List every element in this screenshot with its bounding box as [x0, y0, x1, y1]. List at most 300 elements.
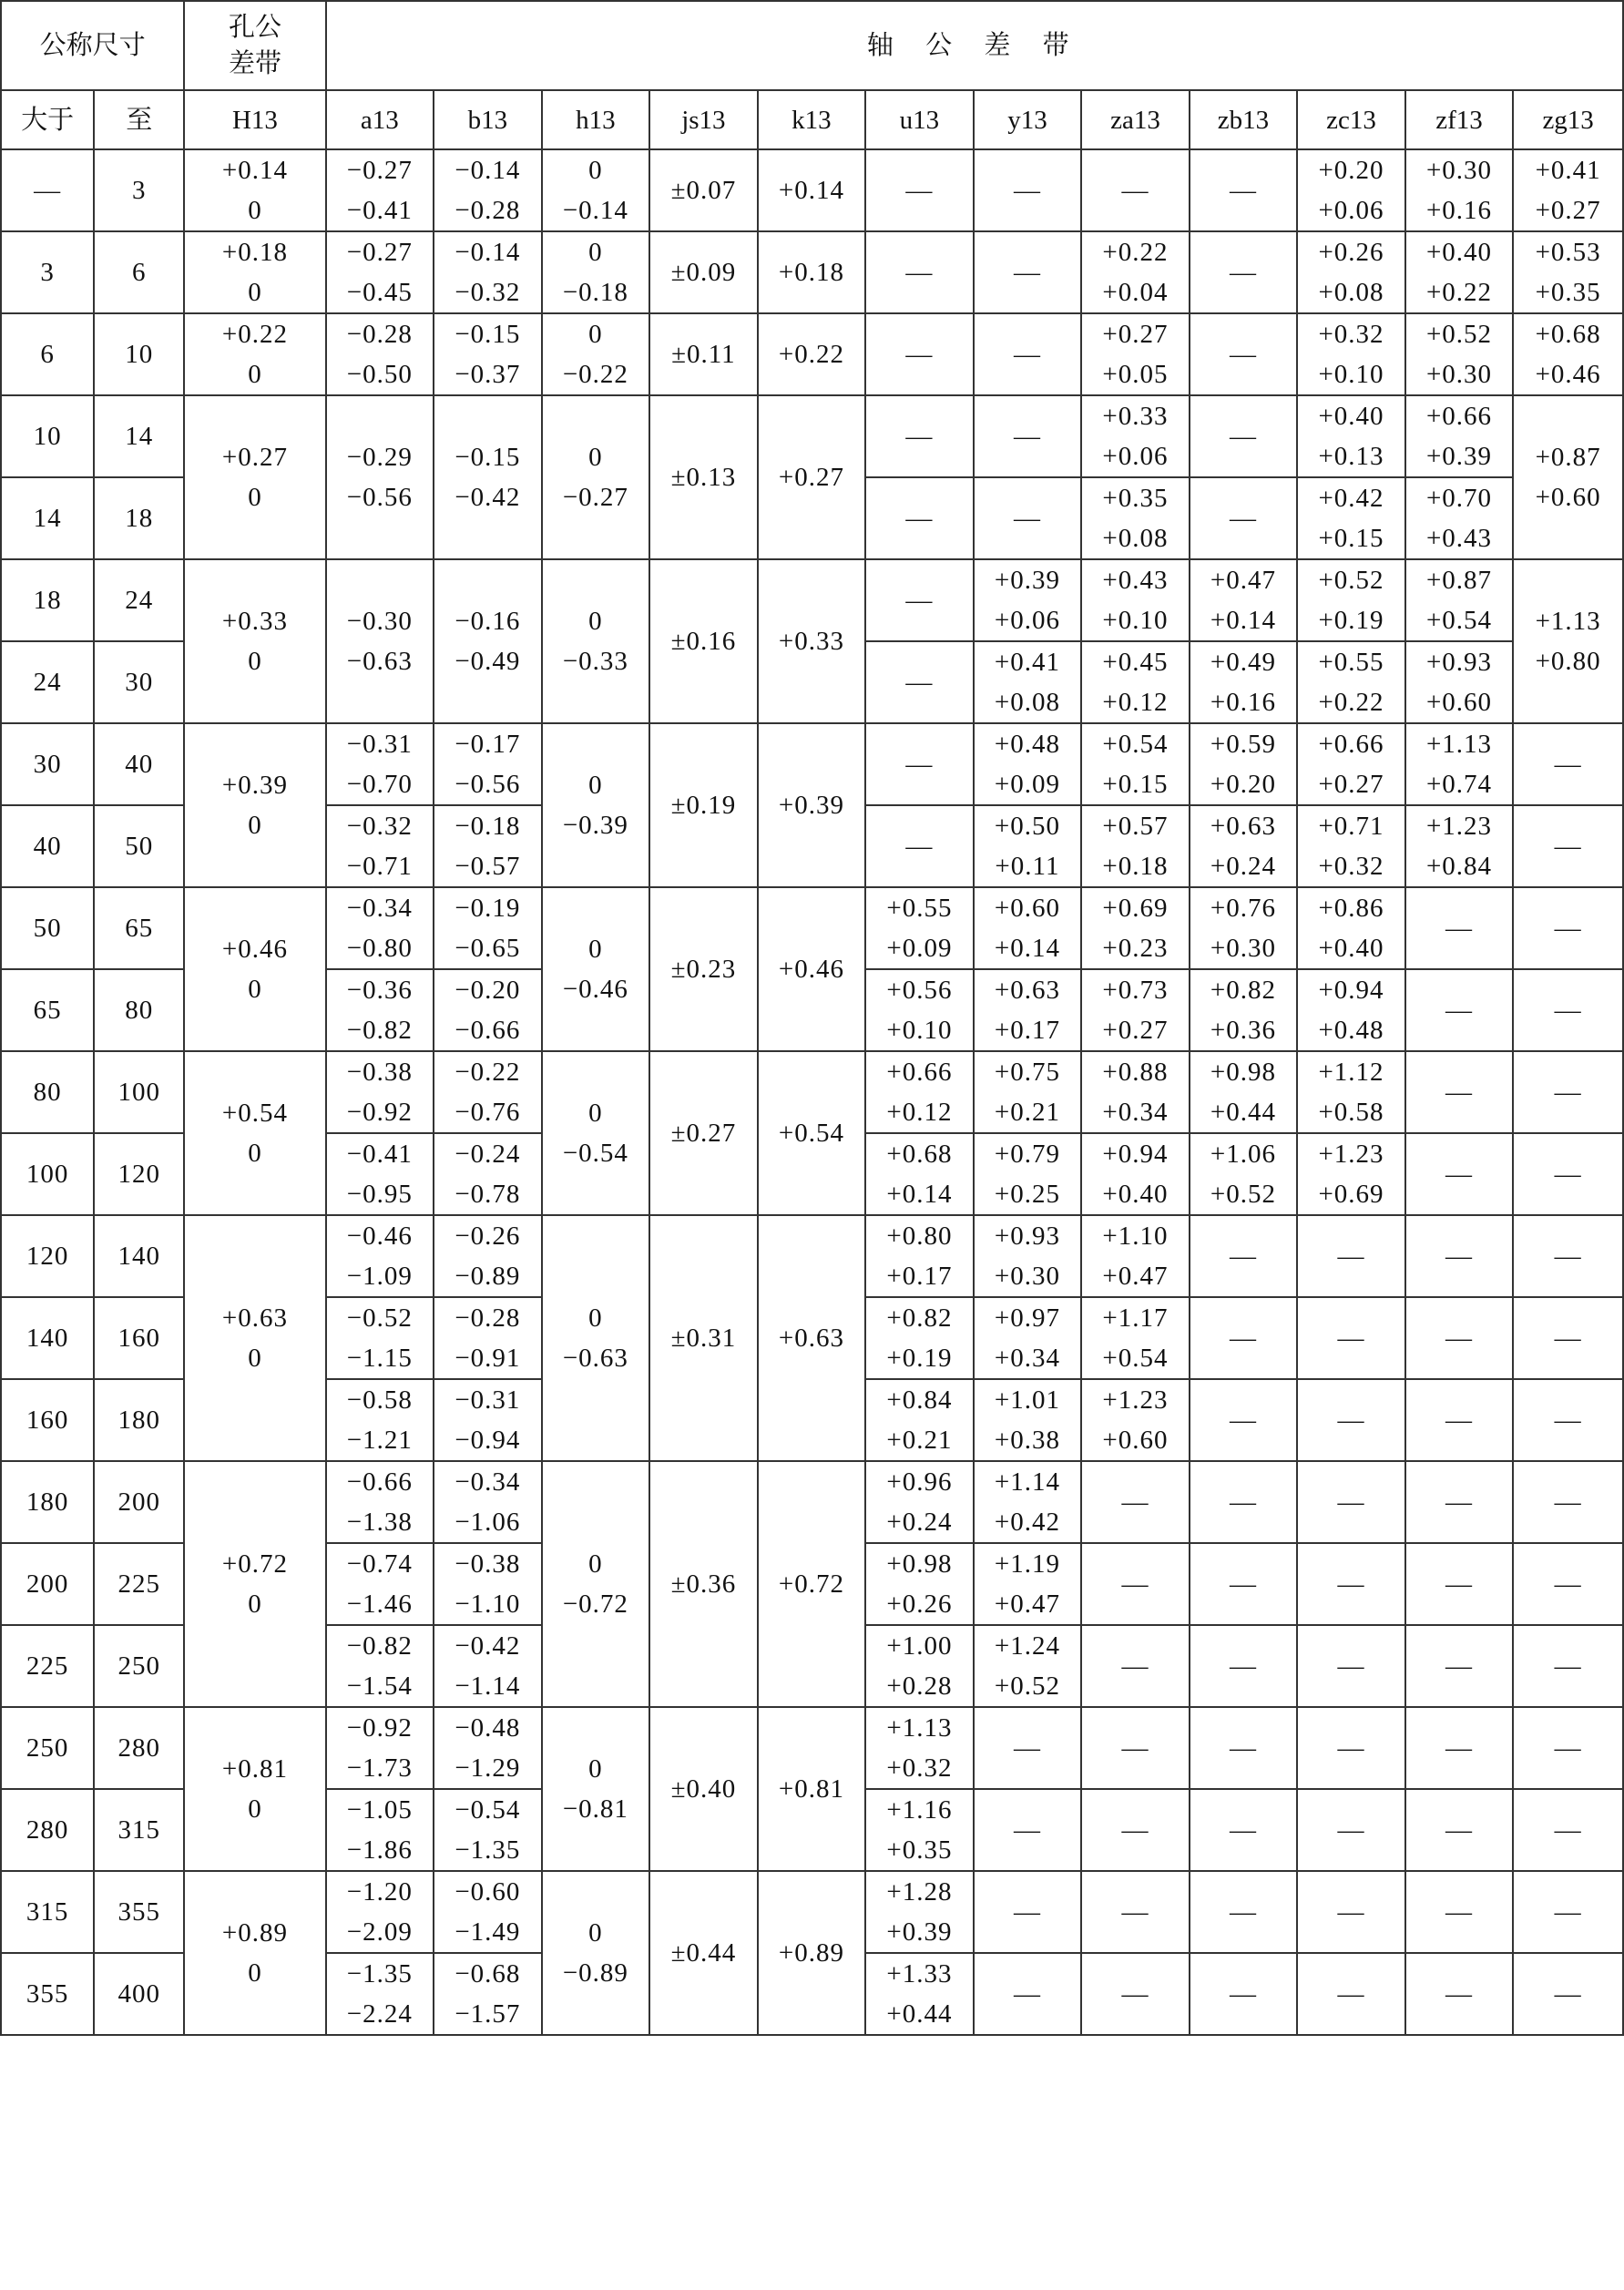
cell-u13 — [865, 1625, 974, 1707]
cell-u13-upper: +1.28 — [886, 1877, 953, 1907]
cell-za13-upper: +0.35 — [1102, 484, 1169, 513]
cell-to: 65 — [94, 887, 184, 969]
cell-za13-upper: +0.57 — [1102, 812, 1169, 841]
table-body — [1, 149, 1623, 2035]
cell-b13-lower: −0.28 — [455, 196, 521, 225]
cell-b13-upper: −0.31 — [455, 1385, 521, 1415]
cell-u13: — — [865, 641, 974, 723]
cell-H13-upper: +0.22 — [221, 320, 288, 349]
cell-zf13 — [1405, 805, 1514, 887]
cell-a13 — [326, 231, 434, 313]
cell-b13-lower: −0.94 — [455, 1426, 521, 1455]
cell-to: 315 — [94, 1789, 184, 1871]
cell-H13-lower: 0 — [248, 1958, 262, 1988]
cell-u13 — [865, 1215, 974, 1297]
cell-za13: — — [1081, 1789, 1190, 1871]
cell-u13-lower: +0.35 — [886, 1835, 953, 1865]
cell-y13-lower: +0.38 — [994, 1426, 1060, 1455]
cell-a13-upper: −0.58 — [346, 1385, 413, 1415]
cell-za13 — [1081, 641, 1190, 723]
cell-h13-lower: −0.33 — [562, 647, 628, 676]
cell-zc13-lower: +0.32 — [1318, 852, 1384, 881]
cell-a13 — [326, 969, 434, 1051]
cell-zf13-upper: +0.52 — [1425, 320, 1493, 349]
cell-a13-upper: −0.28 — [346, 320, 413, 349]
cell-y13-lower: +0.34 — [994, 1344, 1060, 1373]
cell-js13: ±0.27 — [649, 1051, 758, 1215]
cell-k13: +0.81 — [758, 1707, 866, 1871]
cell-y13-upper: +0.48 — [994, 730, 1060, 759]
cell-y13 — [974, 1543, 1082, 1625]
cell-u13-lower: +0.26 — [886, 1590, 953, 1619]
cell-a13-upper: −0.27 — [346, 156, 413, 185]
cell-b13-lower: −0.42 — [455, 483, 521, 512]
cell-zb13 — [1190, 1051, 1298, 1133]
cell-h13-lower: −0.46 — [562, 975, 628, 1004]
cell-a13 — [326, 1133, 434, 1215]
cell-zg13: — — [1513, 887, 1623, 969]
cell-zb13: — — [1190, 1953, 1298, 2035]
cell-to: 180 — [94, 1379, 184, 1461]
cell-over: 180 — [1, 1461, 94, 1543]
cell-h13-upper: 0 — [588, 443, 603, 472]
cell-za13-upper: +0.54 — [1102, 730, 1169, 759]
cell-y13-lower: +0.52 — [994, 1671, 1060, 1701]
cell-over: 3 — [1, 231, 94, 313]
cell-H13 — [184, 559, 325, 723]
cell-u13: — — [865, 313, 974, 395]
cell-k13: +0.54 — [758, 1051, 866, 1215]
cell-zb13: — — [1190, 1297, 1298, 1379]
cell-u13-upper: +0.84 — [886, 1385, 953, 1415]
cell-H13 — [184, 395, 325, 559]
cell-H13 — [184, 313, 325, 395]
cell-zb13: — — [1190, 1871, 1298, 1953]
cell-a13 — [326, 1215, 434, 1297]
cell-H13-upper: +0.54 — [221, 1099, 288, 1128]
cell-zb13 — [1190, 969, 1298, 1051]
cell-a13 — [326, 395, 434, 559]
cell-za13-lower: +0.15 — [1102, 770, 1169, 799]
cell-over: 315 — [1, 1871, 94, 1953]
cell-h13 — [542, 313, 650, 395]
cell-H13-lower: 0 — [248, 1794, 262, 1824]
cell-zc13-upper: +0.26 — [1318, 238, 1384, 267]
cell-zb13-upper: +0.76 — [1210, 894, 1277, 923]
cell-zb13: — — [1190, 1379, 1298, 1461]
cell-zf13: — — [1405, 1051, 1514, 1133]
cell-zf13-lower: +0.30 — [1425, 360, 1493, 389]
cell-b13-lower: −1.57 — [455, 1999, 521, 2029]
cell-u13 — [865, 1871, 974, 1953]
cell-H13-lower: 0 — [248, 811, 262, 840]
cell-zg13: — — [1513, 1625, 1623, 1707]
cell-a13 — [326, 559, 434, 723]
cell-za13-lower: +0.40 — [1102, 1180, 1169, 1209]
table-row — [1, 395, 1623, 477]
cell-b13-upper: −0.60 — [455, 1877, 521, 1907]
cell-za13: — — [1081, 1953, 1190, 2035]
cell-za13-lower: +0.05 — [1102, 360, 1169, 389]
table-row — [1, 149, 1623, 231]
table-row — [1, 723, 1623, 805]
cell-to: 280 — [94, 1707, 184, 1789]
cell-za13-lower: +0.54 — [1102, 1344, 1169, 1373]
cell-a13-upper: −0.52 — [346, 1303, 413, 1333]
cell-zb13-upper: +0.63 — [1210, 812, 1277, 841]
cell-a13 — [326, 1543, 434, 1625]
cell-u13 — [865, 1379, 974, 1461]
cell-b13-upper: −0.22 — [455, 1058, 521, 1087]
cell-H13 — [184, 1871, 325, 2035]
cell-zg13: — — [1513, 1461, 1623, 1543]
cell-h13-lower: −0.54 — [562, 1139, 628, 1168]
col-header-za13: za13 — [1081, 90, 1190, 149]
cell-zb13 — [1190, 641, 1298, 723]
cell-y13-lower: +0.09 — [994, 770, 1060, 799]
cell-a13-upper: −0.31 — [346, 730, 413, 759]
hole-band-header: 孔公 差带 — [184, 1, 325, 90]
cell-b13-lower: −1.14 — [455, 1671, 521, 1701]
cell-zb13: — — [1190, 1543, 1298, 1625]
cell-zf13-upper: +0.93 — [1425, 648, 1493, 677]
cell-H13-upper: +0.33 — [221, 607, 288, 636]
cell-y13: — — [974, 1953, 1082, 2035]
cell-y13-lower: +0.11 — [995, 852, 1060, 881]
cell-h13 — [542, 1871, 650, 2035]
cell-to: 200 — [94, 1461, 184, 1543]
cell-to: 355 — [94, 1871, 184, 1953]
cell-zc13 — [1297, 723, 1405, 805]
cell-b13-upper: −0.19 — [455, 894, 521, 923]
cell-y13 — [974, 1379, 1082, 1461]
cell-zb13-upper: +0.49 — [1210, 648, 1277, 677]
cell-b13-upper: −0.26 — [455, 1222, 521, 1251]
cell-to: 24 — [94, 559, 184, 641]
cell-H13-upper: +0.18 — [221, 238, 288, 267]
cell-y13 — [974, 1051, 1082, 1133]
cell-H13-upper: +0.72 — [221, 1549, 288, 1579]
cell-u13 — [865, 887, 974, 969]
cell-za13-upper: +0.27 — [1102, 320, 1169, 349]
cell-h13 — [542, 559, 650, 723]
cell-b13-lower: −0.32 — [455, 278, 521, 307]
cell-a13-lower: −1.09 — [346, 1262, 413, 1291]
cell-y13 — [974, 641, 1082, 723]
cell-y13-lower: +0.30 — [994, 1262, 1060, 1291]
cell-zf13 — [1405, 231, 1514, 313]
cell-b13-upper: −0.24 — [455, 1140, 521, 1169]
cell-zf13: — — [1405, 1789, 1514, 1871]
cell-a13 — [326, 1953, 434, 2035]
cell-js13: ±0.19 — [649, 723, 758, 887]
cell-b13-upper: −0.14 — [455, 156, 521, 185]
cell-a13-upper: −1.35 — [346, 1959, 413, 1988]
cell-H13 — [184, 231, 325, 313]
table-row — [1, 1461, 1623, 1543]
cell-zf13-lower: +0.84 — [1425, 852, 1493, 881]
cell-za13 — [1081, 231, 1190, 313]
cell-zb13: — — [1190, 1625, 1298, 1707]
cell-za13-lower: +0.04 — [1102, 278, 1169, 307]
cell-to: 14 — [94, 395, 184, 477]
cell-js13: ±0.36 — [649, 1461, 758, 1707]
cell-zb13: — — [1190, 395, 1298, 477]
cell-h13 — [542, 1461, 650, 1707]
cell-zf13: — — [1405, 1625, 1514, 1707]
cell-zg13: — — [1513, 1543, 1623, 1625]
cell-a13-upper: −0.38 — [346, 1058, 413, 1087]
cell-h13-lower: −0.81 — [562, 1794, 628, 1824]
col-header-h13: h13 — [542, 90, 650, 149]
cell-to: 30 — [94, 641, 184, 723]
cell-zc13-lower: +0.10 — [1318, 360, 1384, 389]
cell-H13-lower: 0 — [248, 196, 262, 225]
cell-b13 — [434, 887, 542, 969]
cell-u13-upper: +0.68 — [886, 1140, 953, 1169]
cell-zg13 — [1513, 559, 1623, 723]
cell-b13-lower: −0.57 — [455, 852, 521, 881]
cell-zf13-lower: +0.16 — [1425, 196, 1493, 225]
cell-u13-lower: +0.21 — [886, 1426, 953, 1455]
cell-za13-lower: +0.34 — [1102, 1098, 1169, 1127]
cell-u13-lower: +0.24 — [886, 1508, 953, 1537]
cell-b13 — [434, 1543, 542, 1625]
cell-zf13: — — [1405, 1871, 1514, 1953]
cell-k13: +0.72 — [758, 1461, 866, 1707]
cell-zf13-upper: +0.87 — [1425, 566, 1493, 595]
cell-u13-upper: +1.33 — [886, 1959, 953, 1988]
cell-b13 — [434, 1461, 542, 1543]
cell-a13-lower: −0.92 — [346, 1098, 413, 1127]
cell-zc13 — [1297, 887, 1405, 969]
cell-a13-lower: −0.82 — [346, 1016, 413, 1045]
cell-H13-upper: +0.81 — [221, 1754, 288, 1784]
cell-zc13: — — [1297, 1953, 1405, 2035]
cell-zg13-lower: +0.35 — [1535, 278, 1601, 307]
cell-zc13-upper: +0.86 — [1318, 894, 1384, 923]
cell-h13 — [542, 231, 650, 313]
cell-a13-lower: −0.56 — [346, 483, 413, 512]
cell-y13: — — [974, 1707, 1082, 1789]
cell-zf13-upper: +0.70 — [1425, 484, 1493, 513]
cell-za13-lower: +0.10 — [1102, 606, 1169, 635]
cell-zf13: — — [1405, 1379, 1514, 1461]
cell-zf13: — — [1405, 1133, 1514, 1215]
cell-zc13: — — [1297, 1543, 1405, 1625]
cell-a13-upper: −0.92 — [346, 1713, 413, 1743]
cell-h13-upper: 0 — [588, 1918, 603, 1948]
cell-za13-lower: +0.60 — [1102, 1426, 1169, 1455]
cell-b13-lower: −0.89 — [455, 1262, 521, 1291]
cell-a13-lower: −0.45 — [346, 278, 413, 307]
cell-H13-lower: 0 — [248, 647, 262, 676]
cell-u13-upper: +0.55 — [886, 894, 953, 923]
cell-za13: — — [1081, 1707, 1190, 1789]
cell-zc13 — [1297, 969, 1405, 1051]
cell-a13-lower: −0.80 — [346, 934, 413, 963]
cell-zb13-lower: +0.20 — [1210, 770, 1277, 799]
cell-y13-lower: +0.17 — [994, 1016, 1060, 1045]
cell-zc13: — — [1297, 1871, 1405, 1953]
cell-k13: +0.14 — [758, 149, 866, 231]
cell-a13 — [326, 887, 434, 969]
cell-zc13-upper: +0.52 — [1318, 566, 1384, 595]
cell-js13: ±0.44 — [649, 1871, 758, 2035]
cell-u13 — [865, 1707, 974, 1789]
cell-y13 — [974, 1625, 1082, 1707]
cell-y13-lower: +0.14 — [994, 934, 1060, 963]
cell-y13 — [974, 887, 1082, 969]
cell-u13 — [865, 1543, 974, 1625]
cell-u13-lower: +0.09 — [886, 934, 953, 963]
table-row — [1, 313, 1623, 395]
cell-H13-upper: +0.14 — [221, 156, 288, 185]
cell-H13 — [184, 149, 325, 231]
cell-b13 — [434, 1133, 542, 1215]
cell-y13-upper: +1.24 — [994, 1631, 1060, 1661]
cell-b13-upper: −0.18 — [455, 812, 521, 841]
table-row — [1, 1871, 1623, 1953]
cell-h13 — [542, 1051, 650, 1215]
cell-zg13-upper: +0.68 — [1535, 320, 1601, 349]
col-header-b13: b13 — [434, 90, 542, 149]
cell-za13-upper: +0.43 — [1102, 566, 1169, 595]
cell-zg13: — — [1513, 1789, 1623, 1871]
col-header-js13: js13 — [649, 90, 758, 149]
cell-k13: +0.39 — [758, 723, 866, 887]
cell-y13-lower: +0.06 — [994, 606, 1060, 635]
cell-over: 200 — [1, 1543, 94, 1625]
cell-zb13 — [1190, 1133, 1298, 1215]
cell-za13 — [1081, 1133, 1190, 1215]
cell-a13-lower: −0.71 — [346, 852, 413, 881]
cell-zb13-upper: +1.06 — [1210, 1140, 1277, 1169]
cell-za13 — [1081, 887, 1190, 969]
cell-za13-lower: +0.23 — [1102, 934, 1169, 963]
cell-za13-lower: +0.18 — [1102, 852, 1169, 881]
cell-zc13: — — [1297, 1215, 1405, 1297]
cell-h13-upper: 0 — [588, 1754, 603, 1784]
cell-a13-lower: −0.70 — [346, 770, 413, 799]
cell-zc13 — [1297, 1133, 1405, 1215]
cell-y13: — — [974, 313, 1082, 395]
cell-b13-lower: −1.10 — [455, 1590, 521, 1619]
cell-b13 — [434, 1707, 542, 1789]
cell-a13-lower: −0.50 — [346, 360, 413, 389]
cell-h13 — [542, 149, 650, 231]
cell-a13-upper: −1.05 — [346, 1795, 413, 1825]
cell-H13 — [184, 887, 325, 1051]
cell-a13 — [326, 805, 434, 887]
cell-b13-upper: −0.16 — [455, 607, 521, 636]
cell-b13 — [434, 1625, 542, 1707]
cell-k13: +0.63 — [758, 1215, 866, 1461]
cell-b13-lower: −0.56 — [455, 770, 521, 799]
cell-h13 — [542, 1215, 650, 1461]
cell-y13 — [974, 723, 1082, 805]
cell-zc13-upper: +0.32 — [1318, 320, 1384, 349]
cell-h13-lower: −0.89 — [562, 1958, 628, 1988]
cell-a13-upper: −0.34 — [346, 894, 413, 923]
cell-b13-lower: −1.06 — [455, 1508, 521, 1537]
table-row — [1, 559, 1623, 641]
cell-H13-upper: +0.89 — [221, 1918, 288, 1948]
cell-h13-upper: 0 — [588, 320, 603, 349]
cell-k13: +0.27 — [758, 395, 866, 559]
cell-y13 — [974, 1133, 1082, 1215]
cell-zf13-lower: +0.39 — [1425, 442, 1493, 471]
cell-y13: — — [974, 395, 1082, 477]
cell-zc13: — — [1297, 1461, 1405, 1543]
cell-over: 18 — [1, 559, 94, 641]
cell-zc13: — — [1297, 1789, 1405, 1871]
nominal-size-header: 公称尺寸 — [1, 1, 184, 90]
cell-za13-upper: +1.10 — [1102, 1222, 1169, 1251]
cell-zb13: — — [1190, 149, 1298, 231]
cell-zc13-upper: +0.40 — [1318, 402, 1384, 431]
cell-zf13-upper: +1.23 — [1425, 812, 1493, 841]
cell-za13 — [1081, 1051, 1190, 1133]
cell-zg13: — — [1513, 805, 1623, 887]
cell-zb13-lower: +0.30 — [1210, 934, 1277, 963]
cell-zg13: — — [1513, 1051, 1623, 1133]
cell-zc13 — [1297, 559, 1405, 641]
cell-u13-lower: +0.32 — [886, 1753, 953, 1783]
cell-over: 24 — [1, 641, 94, 723]
cell-h13 — [542, 887, 650, 1051]
cell-js13: ±0.40 — [649, 1707, 758, 1871]
col-header-a13: a13 — [326, 90, 434, 149]
cell-zf13-upper: +1.13 — [1425, 730, 1493, 759]
cell-h13 — [542, 723, 650, 887]
cell-u13: — — [865, 805, 974, 887]
cell-over: — — [1, 149, 94, 231]
cell-H13 — [184, 1707, 325, 1871]
cell-za13: — — [1081, 1625, 1190, 1707]
col-header-to: 至 — [94, 90, 184, 149]
cell-zc13 — [1297, 805, 1405, 887]
cell-u13 — [865, 1789, 974, 1871]
cell-js13: ±0.13 — [649, 395, 758, 559]
cell-over: 14 — [1, 477, 94, 559]
cell-za13 — [1081, 313, 1190, 395]
cell-u13-lower: +0.39 — [886, 1917, 953, 1947]
cell-b13-upper: −0.15 — [455, 320, 521, 349]
cell-h13-upper: 0 — [588, 1303, 603, 1333]
cell-a13-upper: −0.36 — [346, 976, 413, 1005]
cell-y13-upper: +0.97 — [994, 1303, 1060, 1333]
cell-zf13-upper: +0.30 — [1425, 156, 1493, 185]
cell-H13-upper: +0.46 — [221, 935, 288, 964]
cell-a13-lower: −1.73 — [346, 1753, 413, 1783]
cell-a13 — [326, 149, 434, 231]
cell-u13 — [865, 1297, 974, 1379]
cell-zc13-upper: +1.12 — [1318, 1058, 1384, 1087]
cell-b13-upper: −0.28 — [455, 1303, 521, 1333]
cell-y13-upper: +1.19 — [994, 1549, 1060, 1579]
cell-zb13-lower: +0.44 — [1210, 1098, 1277, 1127]
cell-zg13: — — [1513, 1953, 1623, 2035]
cell-zc13-upper: +0.94 — [1318, 976, 1384, 1005]
cell-za13-lower: +0.08 — [1102, 524, 1169, 553]
cell-zg13: — — [1513, 1297, 1623, 1379]
cell-a13 — [326, 1461, 434, 1543]
cell-y13-upper: +0.75 — [994, 1058, 1060, 1087]
cell-zf13 — [1405, 559, 1514, 641]
cell-a13 — [326, 1297, 434, 1379]
cell-u13: — — [865, 559, 974, 641]
